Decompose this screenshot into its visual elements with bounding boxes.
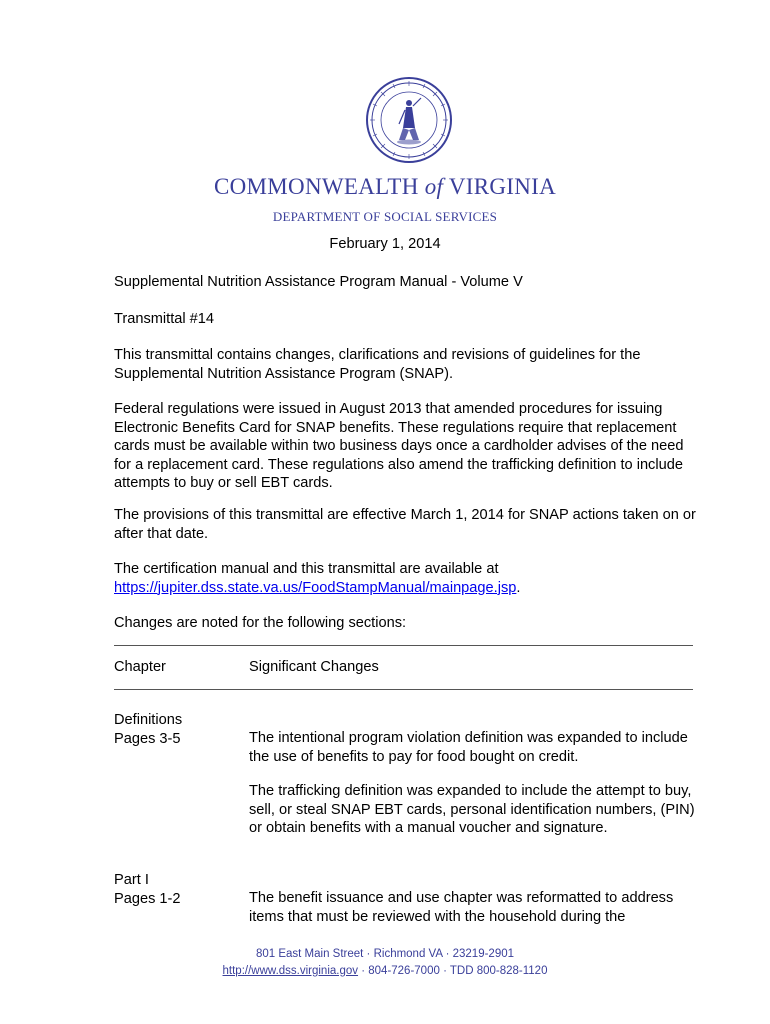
chapter-pages: Pages 1-2	[114, 890, 181, 907]
table-row-chapter	[114, 711, 234, 748]
availability-period: .	[516, 579, 521, 596]
transmittal-number: Transmittal #14	[114, 311, 215, 327]
table-top-rule	[114, 645, 693, 646]
changes-intro: Changes are noted for the following sections:	[114, 615, 407, 631]
table-row-change: The trafficking definition was expanded to include the attempt to buy, sell, or steal SNAP EBT cards, personal identification numbers, (PIN) or obtain benefits with a manual voucher and signature.	[249, 783, 695, 836]
footer-address: 801 East Main Street · Richmond VA · 23219-2901	[255, 948, 515, 960]
table-header-changes: Significant Changes	[249, 659, 379, 675]
virginia-seal-icon	[365, 76, 453, 164]
letter-subject: Supplemental Nutrition Assistance Program Manual - Volume V	[114, 274, 523, 290]
chapter-pages: Pages 3-5	[114, 730, 181, 747]
footer-contact	[0, 965, 770, 977]
table-header-rule	[114, 689, 693, 690]
footer-phones: · 804-726-7000 · TDD 800-828-1120	[358, 965, 548, 977]
paragraph-availability	[114, 560, 704, 597]
table-header-chapter: Chapter	[114, 659, 166, 675]
chapter-name: Part I	[114, 872, 149, 888]
paragraph-effective-date: The provisions of this transmittal are effective March 1, 2014 for SNAP actions taken on or after that date.	[114, 507, 696, 542]
manual-link[interactable]: https://jupiter.dss.state.va.us/FoodStampManual/mainpage.jsp	[114, 579, 517, 596]
footer-website-link[interactable]: http://www.dss.virginia.gov	[222, 965, 359, 977]
table-row-change: The benefit issuance and use chapter was reformatted to address items that must be reviewed with the household during the	[249, 890, 674, 925]
letter-date: February 1, 2014	[329, 236, 441, 252]
agency-title-of: of	[424, 174, 444, 199]
agency-title-state: VIRGINIA	[448, 174, 556, 199]
paragraph-regulations: Federal regulations were issued in August 2013 that amended procedures for issuing Electronic Benefits Card for SNAP benefits. These regulations require that replacement cards must be available within two business days once a cardholder advises of the need for a replacement card. These regulations also amend the trafficking definition to include attempts to buy or sell EBT cards.	[114, 401, 684, 491]
agency-title	[0, 172, 770, 202]
letterhead	[0, 172, 770, 202]
chapter-name: Definitions	[114, 712, 183, 728]
table-row-change: The intentional program violation definition was expanded to include the use of benefits to pay for food bought on credit.	[249, 730, 688, 765]
department-name: DEPARTMENT OF SOCIAL SERVICES	[272, 209, 498, 224]
paragraph-intro: This transmittal contains changes, clarifications and revisions of guidelines for the Supplemental Nutrition Assistance Program (SNAP).	[114, 347, 641, 382]
table-row-chapter	[114, 871, 234, 908]
agency-title-main: COMMONWEALTH	[213, 174, 419, 199]
availability-text: The certification manual and this transmittal are available at	[114, 561, 499, 577]
